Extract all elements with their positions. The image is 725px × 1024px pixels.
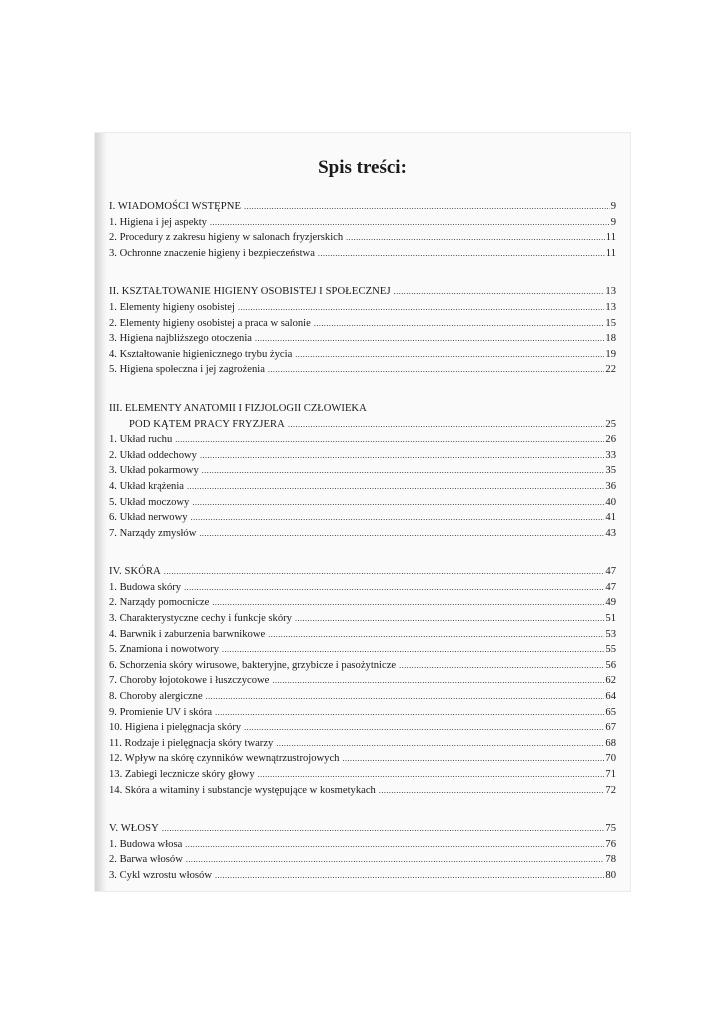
toc-item: 11. Rodzaje i pielęgnacja skóry twarzy ..... 68 (109, 736, 616, 752)
toc-item: 3. Układ pokarmowy ..... 35 (109, 463, 616, 479)
toc-item: 2. Elementy higieny osobistej a praca w salonie ..... 15 (109, 316, 616, 332)
chapter-heading: II. KSZTAŁTOWANIE HIGIENY OSOBISTEJ I SPOŁECZNEJ ..... 13 (109, 284, 616, 300)
toc-item: 5. Higiena społeczna i jej zagrożenia ..... 22 (109, 362, 616, 378)
toc-item: 7. Choroby łojotokowe i łuszczycowe ..... 62 (109, 673, 616, 689)
toc-item: 13. Zabiegi lecznicze skóry głowy ..... 71 (109, 767, 616, 783)
toc-item: 4. Barwnik i zaburzenia barwnikowe ..... 53 (109, 627, 616, 643)
table-of-contents (109, 199, 616, 884)
chapter-2 (109, 284, 616, 378)
toc-item: 8. Choroby alergiczne ..... 64 (109, 689, 616, 705)
toc-item: 12. Wpływ na skórę czynników wewnątrzustrojowych ..... 70 (109, 751, 616, 767)
chapter-3 (109, 401, 616, 541)
chapter-heading: I. WIADOMOŚCI WSTĘPNE ..... 9 (109, 199, 616, 215)
toc-item: 1. Higiena i jej aspekty ..... 9 (109, 215, 616, 231)
toc-item: 2. Procedury z zakresu higieny w salonach fryzjerskich ..... 11 (109, 230, 616, 246)
toc-item: 7. Narządy zmysłów ..... 43 (109, 526, 616, 542)
toc-item: 6. Układ nerwowy ..... 41 (109, 510, 616, 526)
chapter-1 (109, 199, 616, 261)
toc-item: 5. Układ moczowy ..... 40 (109, 495, 616, 511)
page-title: Spis treści: (318, 157, 407, 178)
toc-item: 4. Układ krążenia ..... 36 (109, 479, 616, 495)
toc-item: 1. Budowa włosa ..... 76 (109, 837, 616, 853)
document-page (95, 133, 630, 891)
chapter-4 (109, 564, 616, 798)
toc-item: 3. Charakterystyczne cechy i funkcje skóry ..... 51 (109, 611, 616, 627)
toc-item: 1. Budowa skóry ..... 47 (109, 580, 616, 596)
toc-item: 9. Promienie UV i skóra ..... 65 (109, 705, 616, 721)
chapter-heading: IV. SKÓRA ..... 47 (109, 564, 616, 580)
chapter-heading: III. ELEMENTY ANATOMII I FIZJOLOGII CZŁOWIEKA (109, 402, 367, 414)
toc-item: 4. Kształtowanie higienicznego trybu życia ..... 19 (109, 347, 616, 363)
toc-item: 1. Układ ruchu ..... 26 (109, 432, 616, 448)
toc-item: 6. Schorzenia skóry wirusowe, bakteryjne, grzybicze i pasożytnicze ..... 56 (109, 658, 616, 674)
chapter-heading: V. WŁOSY ..... 75 (109, 821, 616, 837)
chapter-5 (109, 821, 616, 883)
chapter-heading-continued: POD KĄTEM PRACY FRYZJERA ..... 25 (109, 417, 616, 433)
toc-item: 2. Narządy pomocnicze ..... 49 (109, 595, 616, 611)
toc-item: 2. Układ oddechowy ..... 33 (109, 448, 616, 464)
toc-item: 10. Higiena i pielęgnacja skóry ..... 67 (109, 720, 616, 736)
toc-item: 1. Elementy higieny osobistej ..... 13 (109, 300, 616, 316)
toc-item: 3. Higiena najbliższego otoczenia ..... 18 (109, 331, 616, 347)
toc-item: 2. Barwa włosów ..... 78 (109, 852, 616, 868)
toc-item: 3. Cykl wzrostu włosów ..... 80 (109, 868, 616, 884)
toc-item: 14. Skóra a witaminy i substancje występujące w kosmetykach ..... 72 (109, 783, 616, 799)
toc-item: 5. Znamiona i nowotwory ..... 55 (109, 642, 616, 658)
toc-item: 3. Ochronne znaczenie higieny i bezpieczeństwa ..... 11 (109, 246, 616, 262)
